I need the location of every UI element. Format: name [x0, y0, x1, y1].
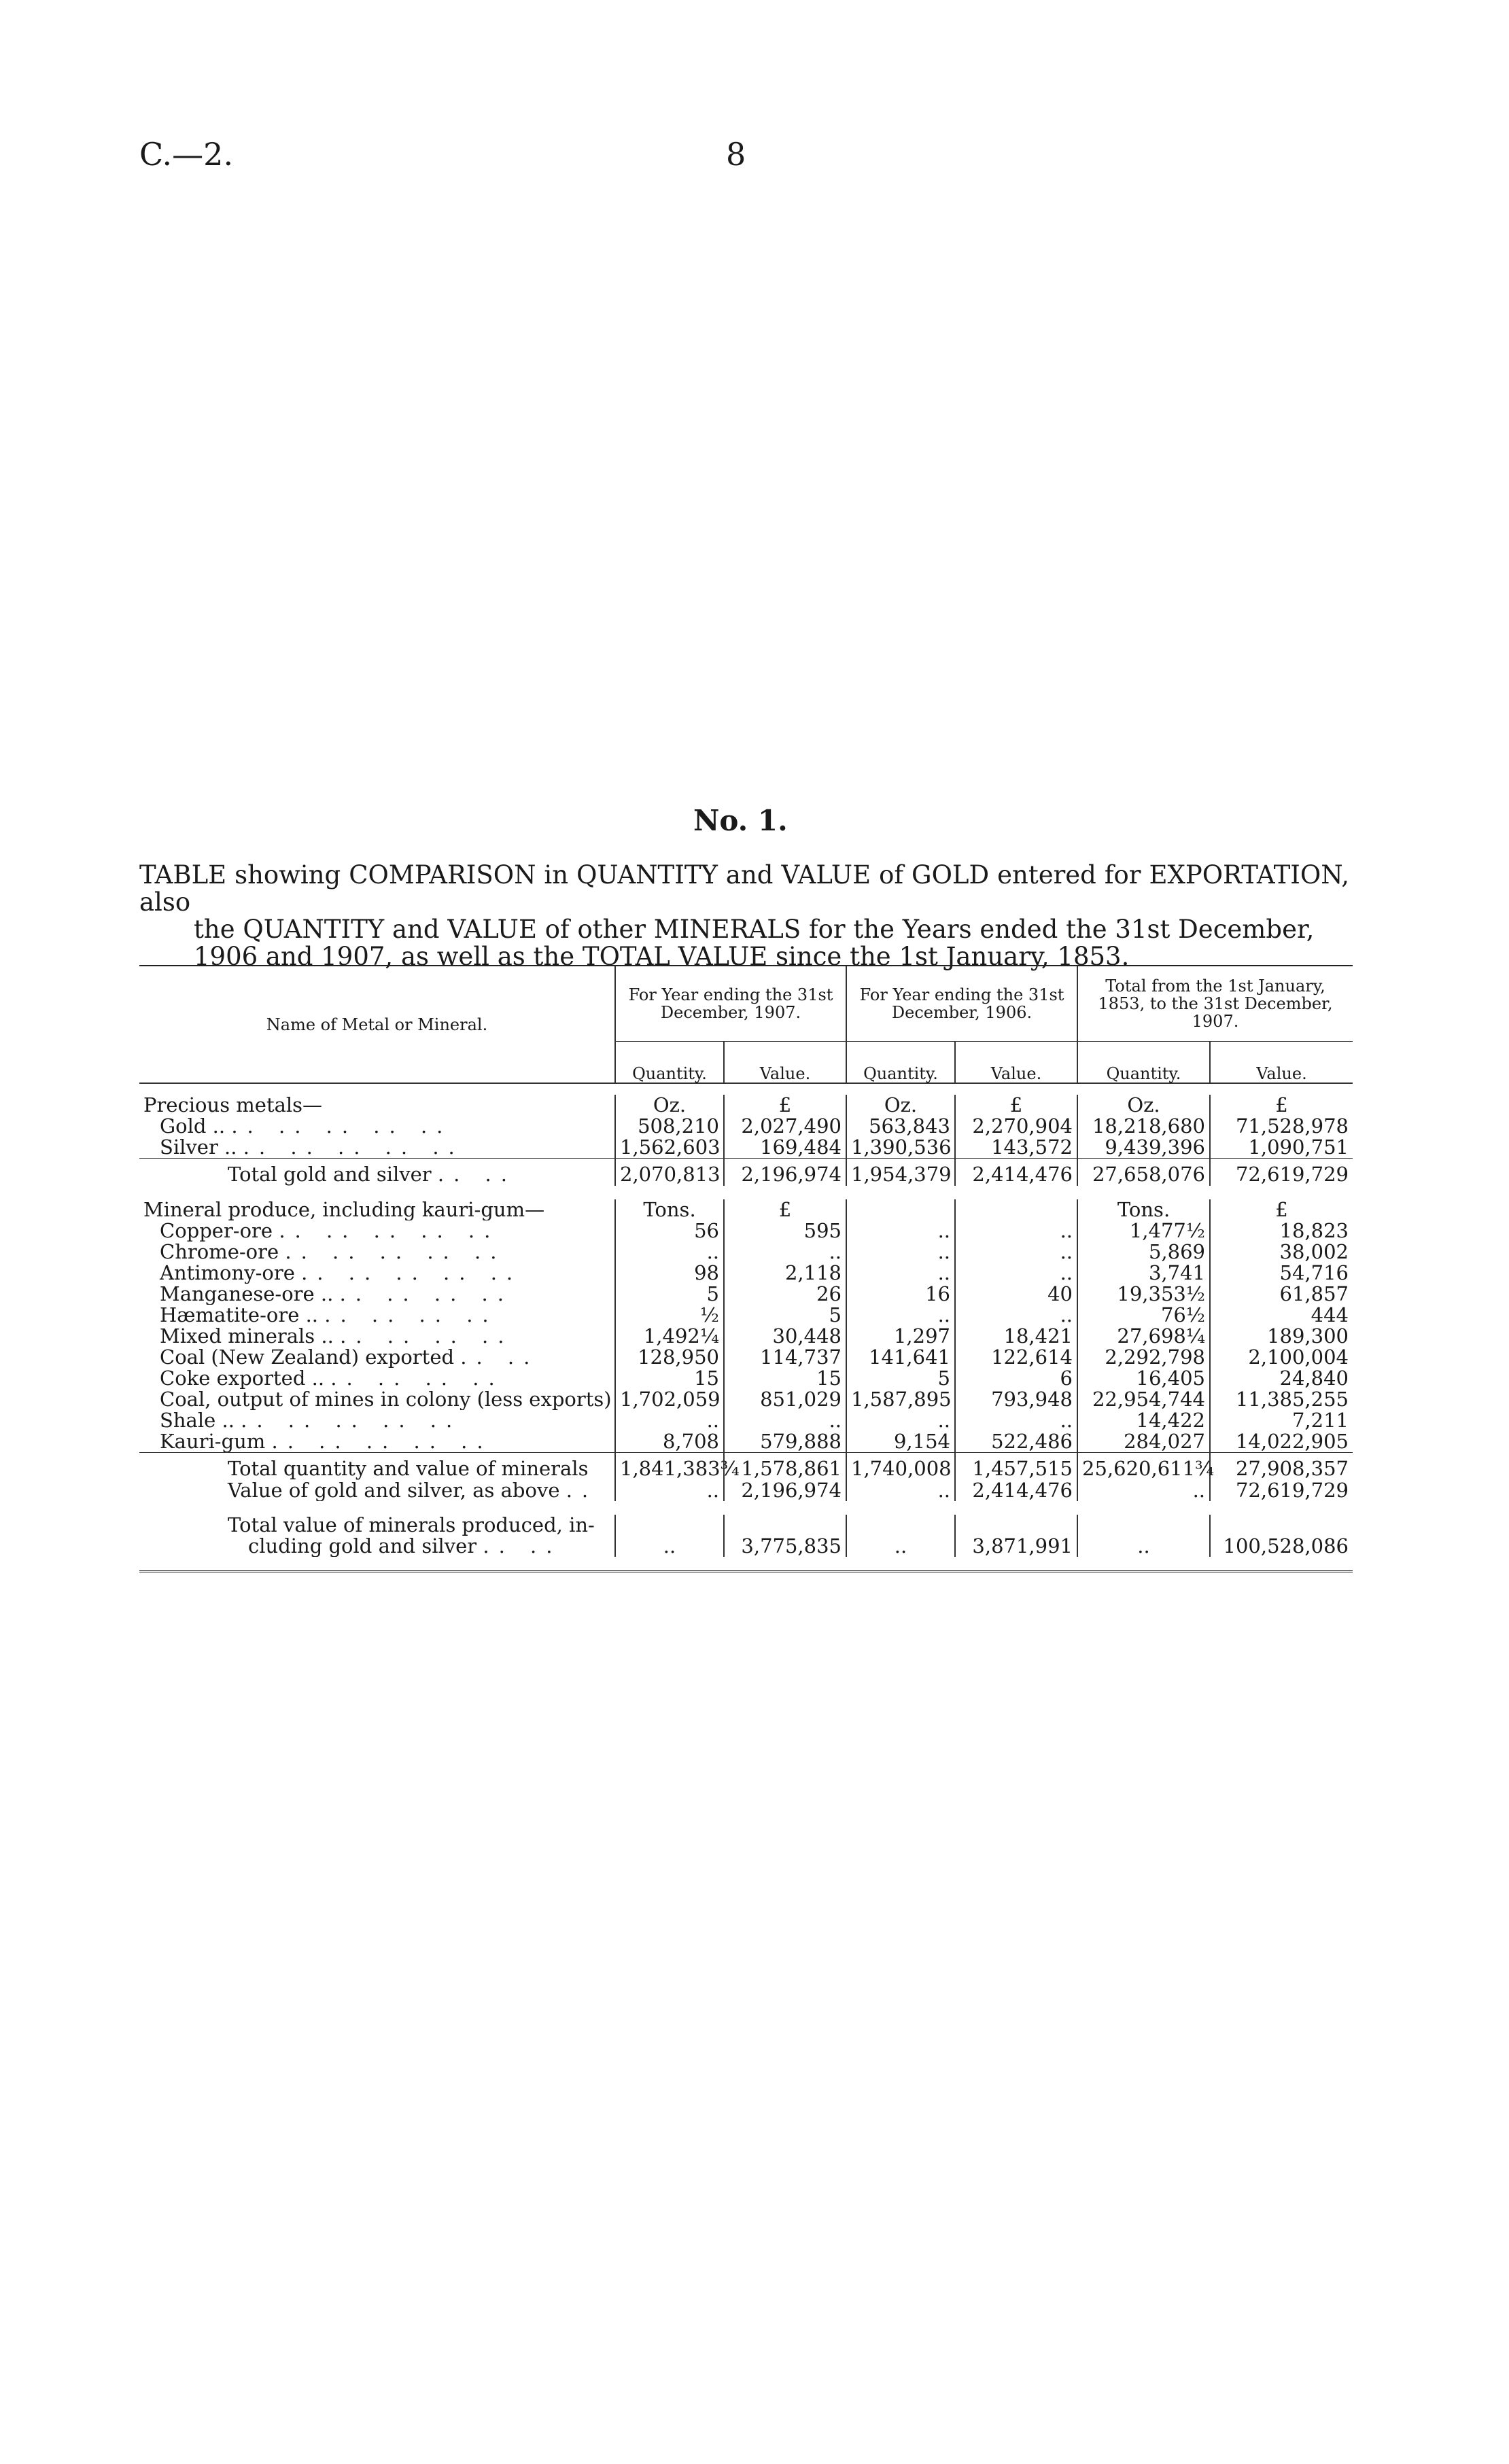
- cell-value-1907: 5: [724, 1305, 846, 1326]
- cell-value-total: 100,528,086: [1210, 1536, 1353, 1557]
- cell-quantity-1907: 2,070,813: [615, 1159, 724, 1186]
- cell-value-total: 2,100,004: [1210, 1347, 1353, 1368]
- cell-value-1907: 169,484: [724, 1137, 846, 1159]
- cell-quantity-total: 284,027: [1077, 1431, 1210, 1453]
- leader-dots: .. .. .. .. ..: [271, 1431, 493, 1453]
- cell-value-1907: 3,775,835: [724, 1536, 846, 1557]
- cell-quantity-total: 27,698¼: [1077, 1326, 1210, 1347]
- cell-value-1907: 2,196,974: [724, 1159, 846, 1186]
- unit-label: £: [724, 1095, 846, 1116]
- cell-quantity-total: 16,405: [1077, 1368, 1210, 1389]
- column-header-quantity: Quantity.: [615, 1042, 724, 1084]
- cell-quantity-total: ..: [1077, 1536, 1210, 1557]
- caption-line-3: 1906 and 1907, as well as the TOTAL VALUE since the 1st January, 1853.: [194, 942, 1130, 971]
- table-row: [139, 1116, 1353, 1137]
- cell-value-1907: 851,029: [724, 1389, 846, 1410]
- leader-dots: .. .. .. .. ..: [231, 1116, 453, 1137]
- unit-label: Tons.: [1077, 1199, 1210, 1220]
- row-name: cluding gold and silver: [248, 1536, 477, 1557]
- table-row: [139, 1389, 1353, 1410]
- cell-value-total: 61,857: [1210, 1284, 1353, 1305]
- unit-label: Oz.: [1077, 1095, 1210, 1116]
- cell-value-1906: 6: [955, 1368, 1077, 1389]
- caption-line-2: the QUANTITY and VALUE of other MINERALS for the Years ended the 31st December,: [194, 915, 1315, 944]
- cell-value-1907: 2,027,490: [724, 1116, 846, 1137]
- row-name: Mixed minerals ..: [160, 1326, 334, 1347]
- cell-value-1906: ..: [955, 1220, 1077, 1242]
- cell-quantity-1906: ..: [846, 1242, 955, 1263]
- cell-quantity-1906: 1,587,895: [846, 1389, 955, 1410]
- cell-value-1907: 30,448: [724, 1326, 846, 1347]
- row-name: Total quantity and value of minerals: [228, 1457, 589, 1480]
- minerals-table: [139, 965, 1353, 1572]
- row-name: Total value of minerals produced, in-: [228, 1515, 595, 1536]
- column-header-quantity: Quantity.: [846, 1042, 955, 1084]
- cell-quantity-1906: ..: [846, 1480, 955, 1501]
- cell-value-total: 71,528,978: [1210, 1116, 1353, 1137]
- cell-value-total: 444: [1210, 1305, 1353, 1326]
- unit-label: Oz.: [846, 1095, 955, 1116]
- cell-value-1907: 1,578,861: [724, 1453, 846, 1481]
- cell-quantity-1906: ..: [846, 1220, 955, 1242]
- column-group-1907: For Year ending the 31st December, 1907.: [615, 966, 846, 1042]
- column-group-1906: For Year ending the 31st December, 1906.: [846, 966, 1077, 1042]
- cell-value-1907: 579,888: [724, 1431, 846, 1453]
- cell-quantity-1907: ½: [615, 1305, 724, 1326]
- column-header-quantity: Quantity.: [1077, 1042, 1210, 1084]
- column-header-value: Value.: [955, 1042, 1077, 1084]
- cell-quantity-total: 25,620,611¾: [1077, 1453, 1210, 1481]
- cell-value-1907: 595: [724, 1220, 846, 1242]
- table-row: [139, 1326, 1353, 1347]
- cell-value-1906: 1,457,515: [955, 1453, 1077, 1481]
- table-row: [139, 1347, 1353, 1368]
- unit-label: Oz.: [615, 1095, 724, 1116]
- cell-quantity-total: ..: [1077, 1480, 1210, 1501]
- table-row-total: [139, 1159, 1353, 1186]
- row-name: Chrome-ore: [160, 1242, 279, 1263]
- cell-value-total: 189,300: [1210, 1326, 1353, 1347]
- leader-dots: .. .. .. ..: [339, 1284, 513, 1305]
- cell-value-total: 14,022,905: [1210, 1431, 1353, 1453]
- table-row: [139, 1480, 1353, 1501]
- table-caption: [139, 862, 1349, 970]
- cell-value-1906: 793,948: [955, 1389, 1077, 1410]
- table-row: [139, 1368, 1353, 1389]
- row-name: Manganese-ore ..: [160, 1284, 334, 1305]
- cell-quantity-1906: 1,390,536: [846, 1137, 955, 1159]
- cell-quantity-1906: 141,641: [846, 1347, 955, 1368]
- table-number: No. 1.: [693, 804, 788, 837]
- cell-quantity-1906: 1,297: [846, 1326, 955, 1347]
- cell-quantity-total: 1,477½: [1077, 1220, 1210, 1242]
- cell-value-1907: ..: [724, 1410, 846, 1431]
- mineral-rows: [139, 1220, 1353, 1453]
- column-header-value: Value.: [1210, 1042, 1353, 1084]
- leader-dots: .. .. .. ..: [324, 1305, 498, 1326]
- cell-value-1906: 522,486: [955, 1431, 1077, 1453]
- cell-quantity-total: 22,954,744: [1077, 1389, 1210, 1410]
- leader-dots: .. .. .. .. ..: [279, 1220, 500, 1242]
- cell-quantity-total: 18,218,680: [1077, 1116, 1210, 1137]
- column-group-total: Total from the 1st January, 1853, to the 31st December, 1907.: [1077, 966, 1353, 1042]
- cell-value-1906: 2,414,476: [955, 1159, 1077, 1186]
- cell-value-1907: 114,737: [724, 1347, 846, 1368]
- leader-dots: .. .. .. .. ..: [301, 1263, 523, 1284]
- row-name: Value of gold and silver, as above: [228, 1480, 560, 1501]
- cell-quantity-1907: ..: [615, 1536, 724, 1557]
- section-label-minerals: Mineral produce, including kauri-gum—: [143, 1199, 545, 1220]
- cell-quantity-1906: ..: [846, 1305, 955, 1326]
- cell-quantity-1906: ..: [846, 1410, 955, 1431]
- cell-value-total: 18,823: [1210, 1220, 1353, 1242]
- cell-quantity-1907: 508,210: [615, 1116, 724, 1137]
- row-name: Hæmatite-ore ..: [160, 1305, 319, 1326]
- cell-value-total: 7,211: [1210, 1410, 1353, 1431]
- row-name: Coke exported ..: [160, 1368, 325, 1389]
- cell-quantity-1907: 1,562,603: [615, 1137, 724, 1159]
- document-reference: C.—2.: [139, 136, 234, 173]
- cell-quantity-1907: 8,708: [615, 1431, 724, 1453]
- cell-value-1907: 26: [724, 1284, 846, 1305]
- table-row: [139, 1431, 1353, 1453]
- cell-quantity-1907: 1,492¼: [615, 1326, 724, 1347]
- leader-dots: .. ..: [483, 1536, 562, 1557]
- cell-quantity-total: 3,741: [1077, 1263, 1210, 1284]
- leader-dots: .. .. .. .. ..: [285, 1242, 506, 1263]
- leader-dots: .. .. .. .. ..: [243, 1137, 464, 1159]
- unit-label: [846, 1199, 955, 1220]
- cell-value-total: 72,619,729: [1210, 1159, 1353, 1186]
- table-row: [139, 1410, 1353, 1431]
- cell-value-1906: 143,572: [955, 1137, 1077, 1159]
- page-number: 8: [726, 136, 746, 173]
- cell-quantity-1906: 16: [846, 1284, 955, 1305]
- cell-quantity-total: 9,439,396: [1077, 1137, 1210, 1159]
- cell-quantity-1906: 1,954,379: [846, 1159, 955, 1186]
- cell-value-1907: 2,118: [724, 1263, 846, 1284]
- cell-quantity-total: 76½: [1077, 1305, 1210, 1326]
- cell-quantity-1907: 1,702,059: [615, 1389, 724, 1410]
- cell-value-total: 38,002: [1210, 1242, 1353, 1263]
- cell-quantity-1906: 5: [846, 1368, 955, 1389]
- cell-value-1907: 2,196,974: [724, 1480, 846, 1501]
- cell-value-1906: 40: [955, 1284, 1077, 1305]
- cell-value-1907: 15: [724, 1368, 846, 1389]
- row-name: Kauri-gum: [160, 1431, 266, 1453]
- column-header-name: Name of Metal or Mineral.: [266, 1015, 488, 1034]
- cell-quantity-1906: ..: [846, 1263, 955, 1284]
- unit-label: £: [1210, 1199, 1353, 1220]
- cell-value-1906: ..: [955, 1305, 1077, 1326]
- cell-value-1907: ..: [724, 1242, 846, 1263]
- cell-quantity-total: 14,422: [1077, 1410, 1210, 1431]
- row-name: Silver ..: [160, 1137, 237, 1159]
- cell-quantity-total: 19,353½: [1077, 1284, 1210, 1305]
- cell-quantity-1906: 9,154: [846, 1431, 955, 1453]
- cell-quantity-1907: 98: [615, 1263, 724, 1284]
- cell-value-total: 72,619,729: [1210, 1480, 1353, 1501]
- table-row: [139, 1305, 1353, 1326]
- cell-value-1906: 2,270,904: [955, 1116, 1077, 1137]
- row-name: Coal (New Zealand) exported: [160, 1347, 455, 1368]
- cell-quantity-1907: 15: [615, 1368, 724, 1389]
- row-name: Shale ..: [160, 1410, 235, 1431]
- column-header-value: Value.: [724, 1042, 846, 1084]
- header-rule: [139, 1083, 1353, 1095]
- cell-value-1906: 18,421: [955, 1326, 1077, 1347]
- row-name: Total gold and silver: [228, 1163, 432, 1186]
- cell-quantity-1907: 128,950: [615, 1347, 724, 1368]
- table-row-total: [139, 1453, 1353, 1481]
- cell-value-1906: ..: [955, 1263, 1077, 1284]
- unit-label: £: [724, 1199, 846, 1220]
- cell-quantity-1906: 1,740,008: [846, 1453, 955, 1481]
- leader-dots: .. .. .. .. ..: [241, 1410, 462, 1431]
- cell-value-1906: ..: [955, 1242, 1077, 1263]
- cell-value-1906: 2,414,476: [955, 1480, 1077, 1501]
- table-row: [139, 1284, 1353, 1305]
- unit-label: £: [1210, 1095, 1353, 1116]
- table-bottom-rule: [139, 1570, 1353, 1572]
- spacer: [139, 1501, 1353, 1515]
- cell-value-total: 24,840: [1210, 1368, 1353, 1389]
- cell-quantity-total: 27,658,076: [1077, 1159, 1210, 1186]
- cell-quantity-1907: 56: [615, 1220, 724, 1242]
- row-name: Antimony-ore: [160, 1263, 295, 1284]
- cell-quantity-1906: 563,843: [846, 1116, 955, 1137]
- leader-dots: .. ..: [437, 1163, 517, 1186]
- unit-label: Tons.: [615, 1199, 724, 1220]
- table-row: [139, 1263, 1353, 1284]
- table-row-grand-total: [139, 1515, 1353, 1536]
- leader-dots: .. ..: [460, 1347, 540, 1368]
- section-label-precious: Precious metals—: [143, 1095, 323, 1116]
- unit-label: £: [955, 1095, 1077, 1116]
- cell-value-1906: 3,871,991: [955, 1536, 1077, 1557]
- cell-quantity-1907: ..: [615, 1480, 724, 1501]
- leader-dots: .. .. .. ..: [340, 1326, 514, 1347]
- unit-label: [955, 1199, 1077, 1220]
- caption-line-1: TABLE showing COMPARISON in QUANTITY and VALUE of GOLD entered for EXPORTATION, also: [139, 860, 1349, 917]
- cell-value-total: 54,716: [1210, 1263, 1353, 1284]
- leader-dots: .. .. .. ..: [330, 1368, 504, 1389]
- cell-quantity-total: 5,869: [1077, 1242, 1210, 1263]
- row-name: Copper-ore: [160, 1220, 273, 1242]
- cell-quantity-1907: ..: [615, 1410, 724, 1431]
- cell-value-total: 11,385,255: [1210, 1389, 1353, 1410]
- cell-quantity-total: 2,292,798: [1077, 1347, 1210, 1368]
- cell-quantity-1907: 5: [615, 1284, 724, 1305]
- spacer: [139, 1186, 1353, 1199]
- cell-quantity-1907: 1,841,383¾: [615, 1453, 724, 1481]
- cell-value-1906: ..: [955, 1410, 1077, 1431]
- cell-quantity-1907: ..: [615, 1242, 724, 1263]
- cell-value-total: 1,090,751: [1210, 1137, 1353, 1159]
- leader-dots: ..: [566, 1480, 598, 1501]
- cell-value-total: 27,908,357: [1210, 1453, 1353, 1481]
- cell-value-1906: 122,614: [955, 1347, 1077, 1368]
- row-name: Gold ..: [160, 1116, 226, 1137]
- table-row-grand-total: [139, 1536, 1353, 1557]
- row-name: Coal, output of mines in colony (less exports): [160, 1389, 612, 1410]
- table-row: [139, 1137, 1353, 1159]
- table-row: [139, 1242, 1353, 1263]
- cell-quantity-1906: ..: [846, 1536, 955, 1557]
- table-row: [139, 1220, 1353, 1242]
